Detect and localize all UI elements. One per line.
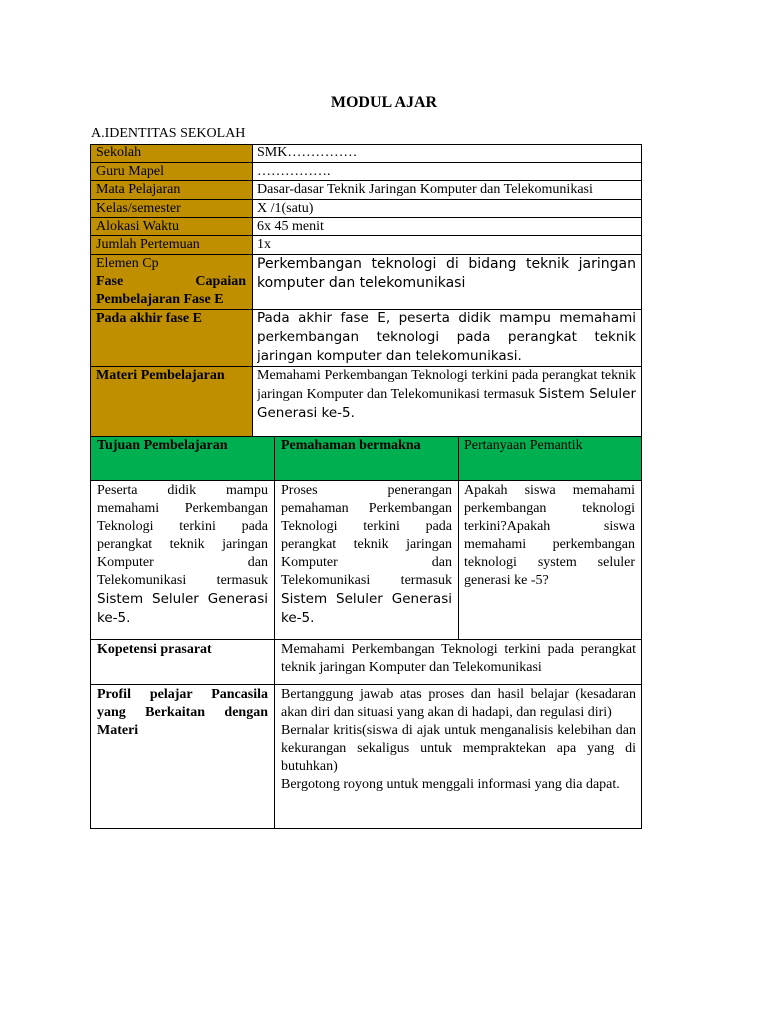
mapel-label: Mata Pelajaran [96,182,181,197]
pemahaman-text: Proses penerangan pemahaman Perkembangan Teknologi terkini pada perangkat teknik jaringan Komputer dan Telekomunikasi termasuk [281,483,452,588]
profil-item-1: Bertanggung jawab atas proses dan hasil belajar (kesadaran akan diri dan situasi yang akan di hadapi, dan regulasi diri) [281,687,636,720]
akhir-value: Pada akhir fase E, peserta didik mampu memahami perkembangan teknologi pada perangkat teknik jaringan komputer dan telekomunikasi. [257,310,636,364]
kompetensi-label: Kopetensi prasarat [97,642,212,657]
elemen-label-line2 [96,273,246,291]
elemen-label-capaian: Capaian [195,274,246,289]
document-title: MODUL AJAR [330,94,438,111]
profil-label: Profil pelajar Pancasila yang Berkaitan dengan Materi [97,687,268,738]
materi-value-highlight: Sistem Seluler Generasi ke-5. [257,386,636,421]
kompetensi-value: Memahami Perkembangan Teknologi terkini pada perangkat teknik jaringan Komputer dan Telekomunikasi [281,642,636,675]
kelas-label: Kelas/semester [96,201,181,216]
jumlah-value: 1x [257,237,271,252]
profil-item-3: Bergotong royong untuk menggali informasi yang dia dapat. [281,777,620,792]
header-pertanyaan: Pertanyaan Pemantik [464,438,583,453]
materi-value-text: Memahami Perkembangan Teknologi terkini pada perangkat teknik jaringan Komputer dan Telekomunikasi termasuk [257,368,636,402]
alokasi-label: Alokasi Waktu [96,219,179,234]
elemen-label-line1: Elemen Cp [96,256,159,271]
akhir-label: Pada akhir fase E [96,311,202,326]
tujuan-content [97,482,268,637]
guru-value: ……………. [257,164,331,179]
header-pemahaman: Pemahaman bermakna [281,438,421,453]
guru-label: Guru Mapel [96,164,165,179]
elemen-label-line3: Pembelajaran Fase E [96,292,224,307]
mapel-value: Dasar-dasar Teknik Jaringan Komputer dan Telekomunikasi [257,182,593,197]
profil-value [281,686,636,828]
section-heading: A.IDENTITAS SEKOLAH [91,126,246,141]
materi-label: Materi Pembelajaran [96,368,225,383]
pertanyaan-content: Apakah siswa memahami perkembangan teknologi terkini?Apakah siswa memahami perkembangan teknologi system seluler generasi ke -5? [464,483,635,588]
elemen-label [96,255,246,309]
header-tujuan: Tujuan Pembelajaran [97,438,228,453]
elemen-value: Perkembangan teknologi di bidang teknik jaringan komputer dan telekomunikasi [257,256,636,291]
sekolah-value: SMK…………… [257,145,358,160]
tujuan-text: Peserta didik mampu memahami Perkembangan Teknologi terkini pada perangkat teknik jaringan Komputer dan Telekomunikasi termasuk [97,483,268,588]
pemahaman-content [281,482,452,637]
kelas-value: X /1(satu) [257,201,314,216]
tujuan-highlight: Sistem Seluler Generasi ke-5. [97,591,268,626]
elemen-label-fase: Fase [96,274,124,289]
alokasi-value: 6x 45 menit [257,219,324,234]
pemahaman-highlight: Sistem Seluler Generasi ke-5. [281,591,452,626]
profil-item-2: Bernalar kritis(siswa di ajak untuk menganalisis kelebihan dan kekurangan sekaligus untuk mempraktekan apa yang di butuhkan) [281,723,636,774]
sekolah-label: Sekolah [96,145,142,160]
materi-value [257,367,636,435]
jumlah-label: Jumlah Pertemuan [96,237,200,252]
